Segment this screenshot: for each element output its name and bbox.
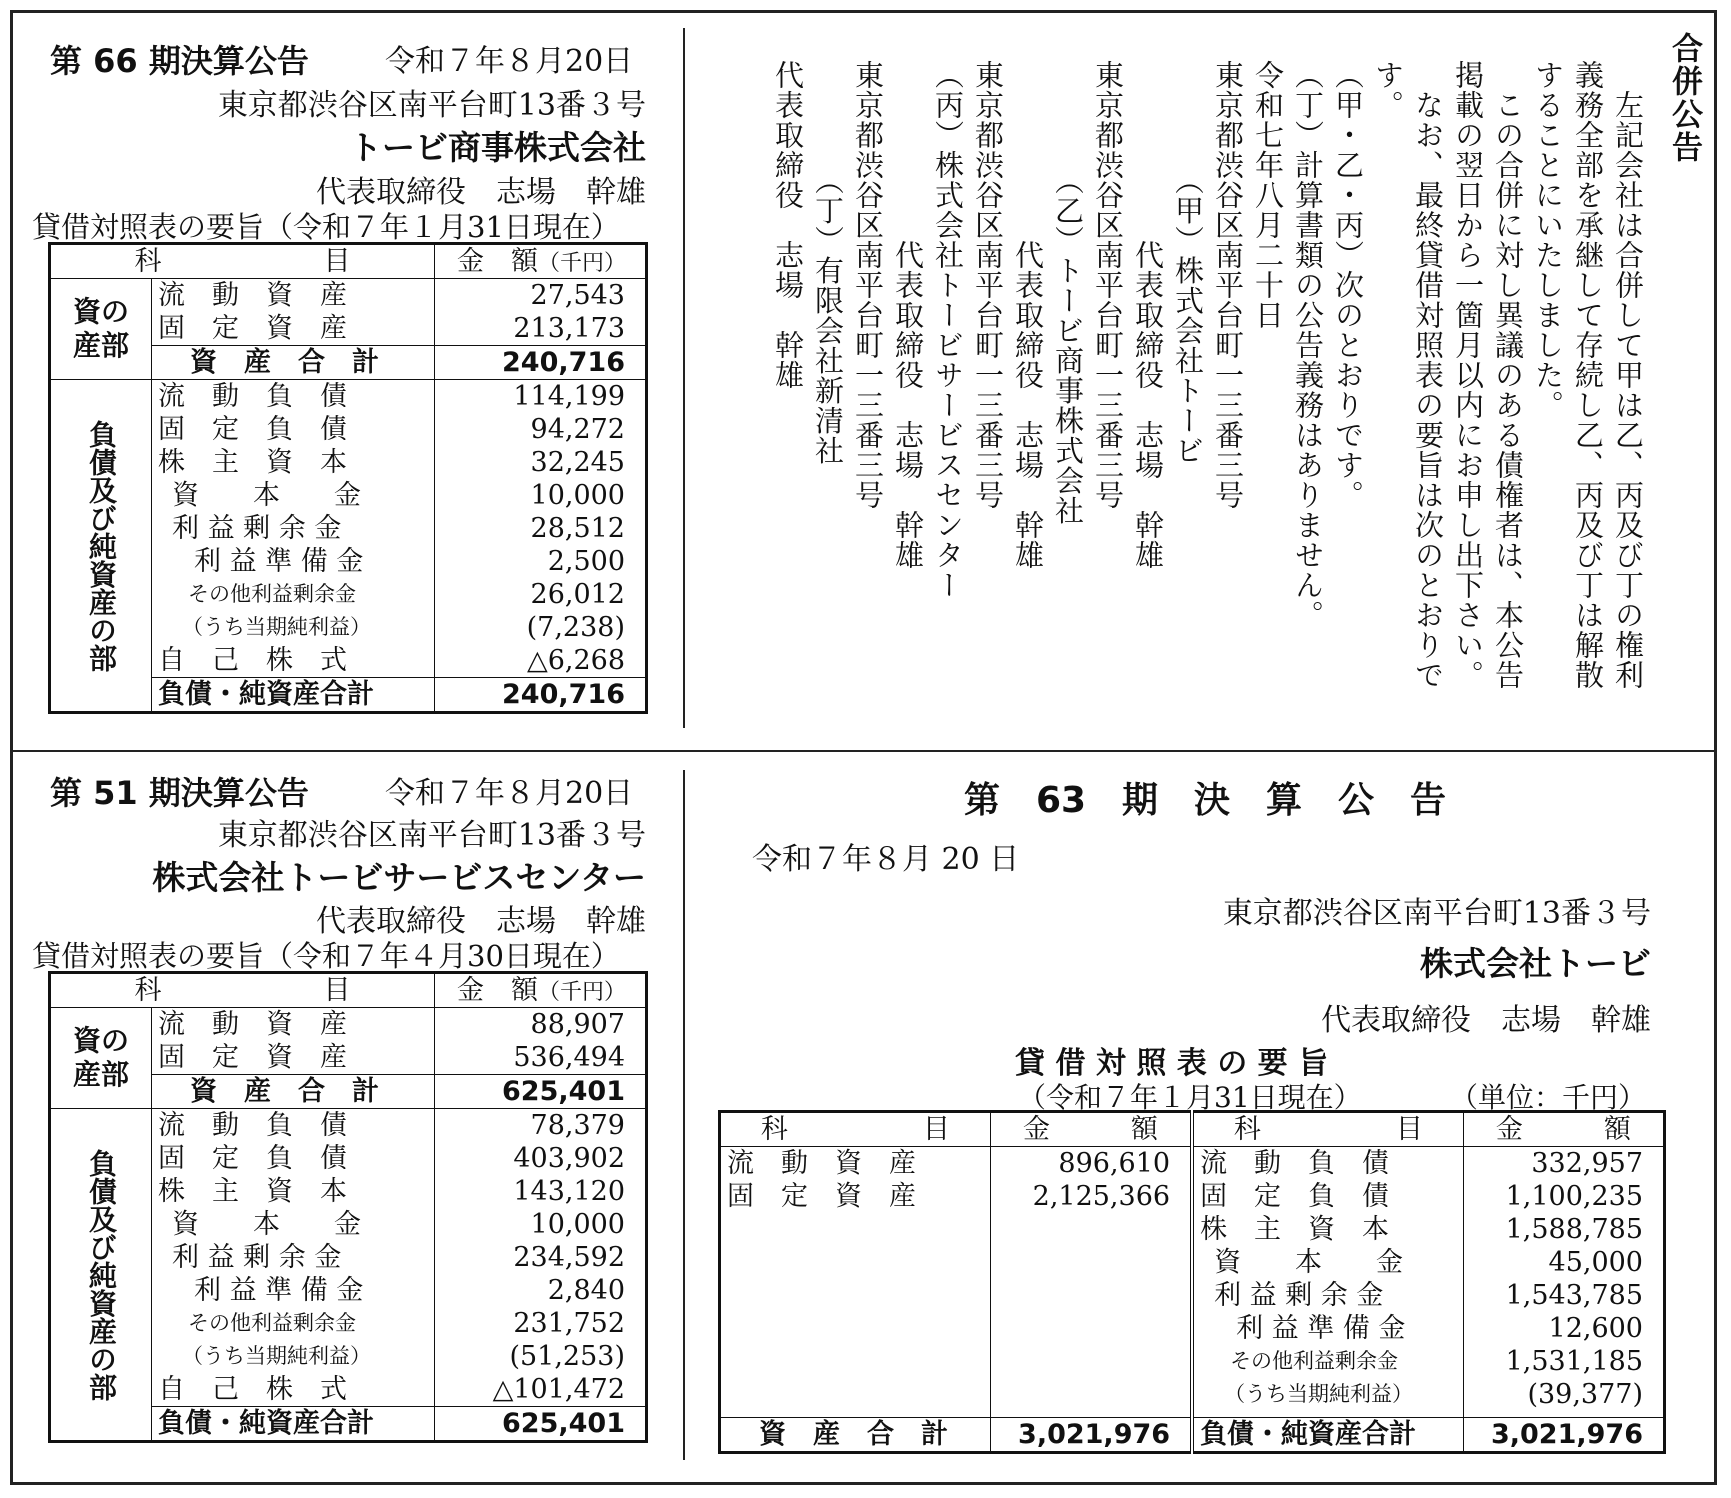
liability-row-value: △6,268 xyxy=(526,645,625,676)
asset-total-value: 625,401 xyxy=(502,1076,625,1107)
liability-row-label: 株 主 資 本 xyxy=(158,1176,347,1207)
liability-row-label: 資 本 金 xyxy=(1214,1247,1404,1278)
notice-c-balance-sheet xyxy=(718,1110,1666,1454)
notice-b-date: 令和７年８月20日 xyxy=(385,776,634,811)
liability-total-label: 負債・純資産合計 xyxy=(158,679,374,710)
liability-row-value: 94,272 xyxy=(530,414,625,445)
liability-total-value: 240,716 xyxy=(502,679,625,710)
notice-b-address: 東京都渋谷区南平台町13番３号 xyxy=(217,818,646,853)
merger-column: 代表取締役 志場 幹雄 xyxy=(1011,60,1045,570)
liability-row-label: その他利益剰余金 xyxy=(188,582,356,606)
merger-column: することにいたしました。 xyxy=(1531,60,1565,420)
header-item-left: 科 目 xyxy=(760,1114,950,1145)
liability-total-value: 625,401 xyxy=(502,1408,625,1439)
liability-row-value: 32,245 xyxy=(530,447,625,478)
liability-row-label: その他利益剰余金 xyxy=(188,1311,356,1335)
asset-row-value: 2,125,366 xyxy=(1032,1181,1171,1212)
asset-row-value: 213,173 xyxy=(513,313,625,344)
liability-row-label: 流 動 負 債 xyxy=(158,381,347,412)
vertical-divider-top xyxy=(683,28,685,728)
merger-column: 東京都渋谷区南平台町一三番三号 xyxy=(851,60,885,510)
asset-row-value: 27,543 xyxy=(530,280,625,311)
notice-b-company: 株式会社トービサービスセンター xyxy=(152,858,646,897)
liability-row-value: 45,000 xyxy=(1548,1247,1643,1278)
liability-row-label: 利 益 剰 余 金 xyxy=(1214,1280,1384,1311)
merger-column: 代表取締役 志場 幹雄 xyxy=(1131,60,1165,570)
header-amount: 金 額（千円） xyxy=(457,246,627,277)
notice-b-title: 第 51 期決算公告 xyxy=(50,774,309,812)
notice-c-address: 東京都渋谷区南平台町13番３号 xyxy=(1222,896,1651,931)
notice-a-date: 令和７年８月20日 xyxy=(385,44,634,79)
liability-row-value: 143,120 xyxy=(513,1176,625,1207)
notice-b-bs-title: 貸借対照表の要旨（令和７年４月30日現在） xyxy=(32,939,620,973)
merger-column: 義務全部を承継して存続し乙、丙及び丁は解散 xyxy=(1571,60,1605,690)
liability-row-label: 固 定 負 債 xyxy=(158,414,347,445)
liability-row-label: 自 己 株 式 xyxy=(158,1374,347,1405)
merger-column: （丙）株式会社トービサービスセンター xyxy=(931,60,965,600)
merger-notice-body xyxy=(769,60,1649,730)
liability-row-value: 234,592 xyxy=(513,1242,625,1273)
asset-section-label: 資の産部 xyxy=(72,1024,129,1091)
notice-c-title: 第 63 期 決 算 公 告 xyxy=(963,780,1447,821)
vertical-divider-bottom xyxy=(683,770,685,1460)
notice-a-title: 第 66 期決算公告 xyxy=(50,42,309,80)
notice-a-address: 東京都渋谷区南平台町13番３号 xyxy=(217,88,646,123)
merger-column: （甲・乙・丙）次のとおりです。 xyxy=(1331,60,1365,510)
notice-a-balance-sheet xyxy=(48,242,648,714)
notice-c-bs-date: （令和７年１月31日現在） xyxy=(1018,1081,1362,1114)
notice-a-bs-title: 貸借対照表の要旨（令和７年１月31日現在） xyxy=(32,210,620,244)
merger-column: 令和七年八月二十日 xyxy=(1251,60,1285,330)
liability-row-value: 114,199 xyxy=(513,381,625,412)
merger-column: （乙）トービ商事株式会社 xyxy=(1051,60,1085,526)
header-amount-left: 金 額 xyxy=(1022,1114,1158,1145)
notice-b-representative: 代表取締役 志場 幹雄 xyxy=(316,904,646,939)
asset-row-label: 流 動 資 産 xyxy=(727,1148,916,1179)
liability-row-label: 資 本 金 xyxy=(172,1209,361,1240)
asset-row-label: 固 定 資 産 xyxy=(158,1042,347,1073)
asset-total-label: 資 産 合 計 xyxy=(190,1076,379,1107)
liability-row-value: 10,000 xyxy=(530,1209,625,1240)
liability-total-label: 負債・純資産合計 xyxy=(1200,1419,1417,1450)
merger-column: （丁）計算書類の公告義務はありません。 xyxy=(1291,60,1325,630)
liability-row-value: 1,543,785 xyxy=(1505,1280,1643,1311)
merger-column: 左記会社は合併して甲は乙、丙及び丁の権利 xyxy=(1611,60,1645,690)
notice-c-company: 株式会社トービ xyxy=(1420,944,1651,983)
asset-row-value: 88,907 xyxy=(530,1009,625,1040)
merger-column: 東京都渋谷区南平台町一三番三号 xyxy=(1091,60,1125,510)
liability-row-label: 利 益 準 備 金 xyxy=(194,546,364,577)
liability-row-label: （うち当期純利益） xyxy=(1224,1382,1414,1406)
liability-row-value: 26,012 xyxy=(530,579,625,610)
liability-section-label: 負債及び純資産の部 xyxy=(85,419,118,672)
liability-row-value: 1,100,235 xyxy=(1505,1181,1643,1212)
header-item: 科 目 xyxy=(134,246,351,277)
liability-row-value: △101,472 xyxy=(492,1374,625,1405)
asset-total-label: 資 産 合 計 xyxy=(759,1419,948,1450)
header-item-right: 科 目 xyxy=(1233,1114,1423,1145)
notice-a-company: トービ商事株式会社 xyxy=(349,128,646,167)
merger-column: （丁）有限会社新清社 xyxy=(811,60,845,466)
merger-column: なお、最終貸借対照表の要旨は次のとおりで xyxy=(1411,60,1445,690)
liability-row-label: 流 動 負 債 xyxy=(1200,1148,1390,1179)
asset-row-label: 固 定 資 産 xyxy=(158,313,347,344)
liability-row-value: 12,600 xyxy=(1548,1313,1643,1344)
merger-column: 東京都渋谷区南平台町一三番三号 xyxy=(1211,60,1245,510)
asset-total-label: 資 産 合 計 xyxy=(190,347,379,378)
asset-total-value: 3,021,976 xyxy=(1018,1419,1171,1450)
liability-row-label: 利 益 準 備 金 xyxy=(194,1275,364,1306)
notice-c-date: 令和７年８月 20 日 xyxy=(752,842,1020,877)
liability-row-value: (51,253) xyxy=(509,1341,625,1372)
merger-column: 掲載の翌日から一箇月以内にお申し出下さい。 xyxy=(1451,60,1485,690)
header-item: 科 目 xyxy=(134,975,351,1006)
liability-row-label: 資 本 金 xyxy=(172,480,361,511)
merger-column: 東京都渋谷区南平台町一三番三号 xyxy=(971,60,1005,510)
liability-row-label: 利 益 剰 余 金 xyxy=(172,1242,342,1273)
merger-column: （甲）株式会社トービ xyxy=(1171,60,1205,466)
header-amount: 金 額（千円） xyxy=(457,975,627,1006)
merger-column: この合併に対し異議のある債権者は、本公告 xyxy=(1491,60,1525,690)
liability-row-value: 28,512 xyxy=(530,513,625,544)
liability-row-value: 78,379 xyxy=(530,1110,625,1141)
asset-total-value: 240,716 xyxy=(502,347,625,378)
liability-row-label: その他利益剰余金 xyxy=(1230,1349,1399,1373)
liability-row-label: 利 益 剰 余 金 xyxy=(172,513,342,544)
liability-total-value: 3,021,976 xyxy=(1490,1419,1643,1450)
liability-row-value: 1,531,185 xyxy=(1505,1346,1643,1377)
liability-row-value: 403,902 xyxy=(513,1143,625,1174)
liability-row-value: 10,000 xyxy=(530,480,625,511)
liability-row-label: （うち当期純利益） xyxy=(182,1344,371,1368)
liability-row-label: 自 己 株 式 xyxy=(158,645,347,676)
liability-row-label: 株 主 資 本 xyxy=(1200,1214,1390,1245)
asset-section-label: 資の産部 xyxy=(72,295,129,362)
asset-row-label: 固 定 資 産 xyxy=(727,1181,916,1212)
notice-c-unit: （単位：千円） xyxy=(1450,1081,1647,1114)
liability-total-label: 負債・純資産合計 xyxy=(158,1408,374,1439)
liability-row-label: 株 主 資 本 xyxy=(158,447,347,478)
notice-c-bs-title: 貸 借 対 照 表 の 要 旨 xyxy=(1015,1046,1329,1081)
liability-row-label: 固 定 負 債 xyxy=(1200,1181,1390,1212)
liability-row-label: 利 益 準 備 金 xyxy=(1236,1313,1406,1344)
notice-c-representative: 代表取締役 志場 幹雄 xyxy=(1321,1003,1651,1038)
liability-row-value: 2,840 xyxy=(547,1275,625,1306)
merger-column: 代表取締役 志場 幹雄 xyxy=(771,60,805,390)
asset-row-label: 流 動 資 産 xyxy=(158,280,347,311)
header-amount-right: 金 額 xyxy=(1495,1114,1631,1145)
liability-row-value: 231,752 xyxy=(513,1308,625,1339)
merger-column: す。 xyxy=(1371,60,1405,120)
merger-notice-title: 合併公告 xyxy=(1666,32,1702,164)
liability-row-label: 流 動 負 債 xyxy=(158,1110,347,1141)
asset-row-value: 536,494 xyxy=(513,1042,625,1073)
liability-row-value: 332,957 xyxy=(1531,1148,1643,1179)
liability-row-value: (39,377) xyxy=(1527,1379,1643,1410)
asset-row-label: 流 動 資 産 xyxy=(158,1009,347,1040)
liability-row-value: 2,500 xyxy=(547,546,625,577)
notice-b-balance-sheet xyxy=(48,971,648,1443)
liability-row-value: (7,238) xyxy=(526,612,625,643)
liability-row-label: （うち当期純利益） xyxy=(182,615,371,639)
asset-row-value: 896,610 xyxy=(1058,1148,1171,1179)
liability-row-value: 1,588,785 xyxy=(1505,1214,1643,1245)
liability-row-label: 固 定 負 債 xyxy=(158,1143,347,1174)
horizontal-divider xyxy=(12,750,1715,752)
notice-a-representative: 代表取締役 志場 幹雄 xyxy=(316,175,646,210)
merger-column: 代表取締役 志場 幹雄 xyxy=(891,60,925,570)
liability-section-label: 負債及び純資産の部 xyxy=(85,1148,118,1401)
